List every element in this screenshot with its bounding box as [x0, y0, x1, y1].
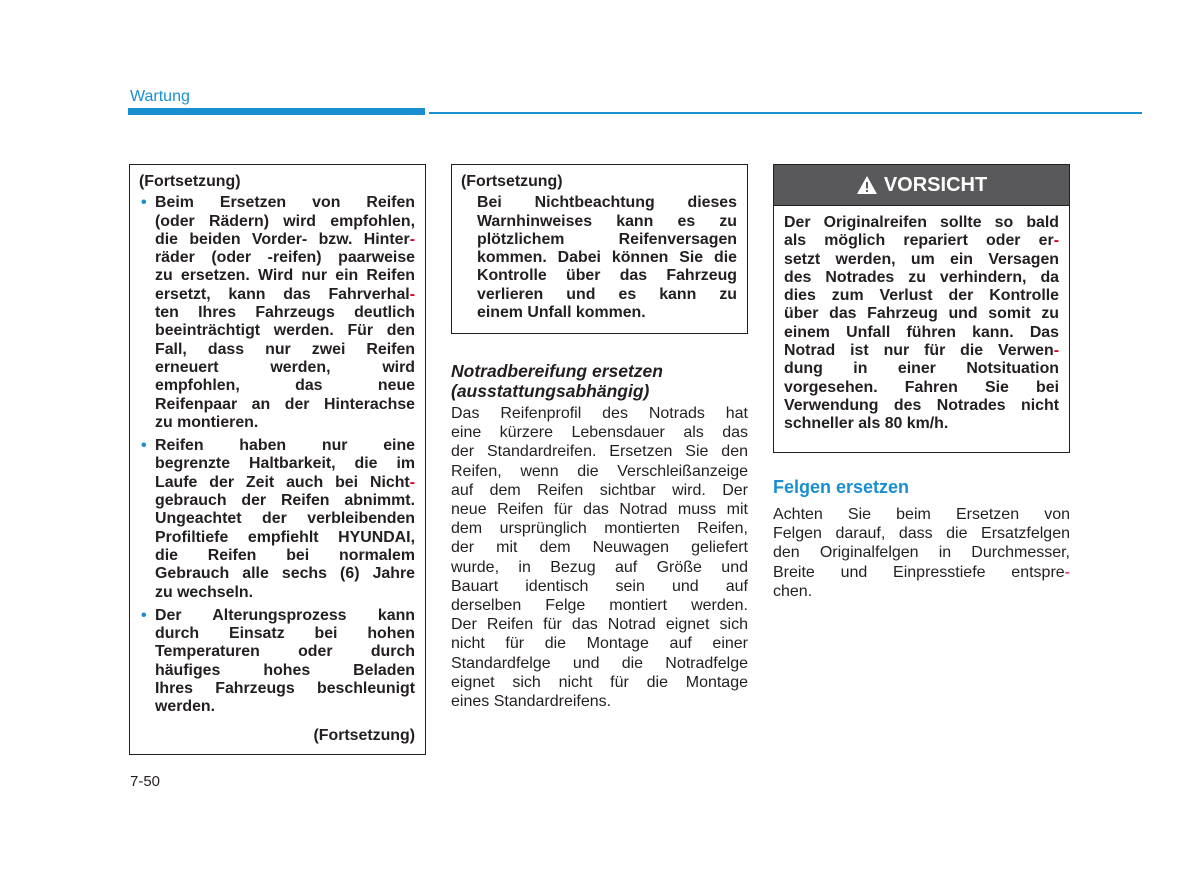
- caution-text: [774, 206, 1069, 434]
- line-text: Breite und Einpresstiefe entspre: [773, 563, 1065, 581]
- continuation-box-middle: [451, 164, 748, 334]
- line: plötzlichem Reifenversagen: [477, 230, 737, 248]
- line: • Der Alterungsprozess kann: [155, 606, 415, 624]
- rims-heading: Felgen ersetzen: [773, 477, 910, 497]
- line: des Notrades zu verhindern, da: [784, 268, 1059, 286]
- line: durch Einsatz bei hohen: [155, 625, 415, 643]
- caution-title: VORSICHT: [883, 173, 988, 196]
- line: Reifen, wenn die Verschleißanzeige: [451, 462, 748, 480]
- line: derselben Felge montiert werden.: [451, 597, 748, 615]
- line: ten Ihres Fahrzeugs deutlich: [155, 304, 415, 322]
- line: Kontrolle über das Fahrzeug: [477, 267, 737, 285]
- line: wurde, in Bezug auf Größe und: [451, 558, 748, 576]
- line: zu wechseln.: [155, 583, 254, 601]
- line: Ihres Fahrzeugs beschleunigt: [155, 680, 415, 698]
- line: (ausstattungsabhängig): [451, 381, 650, 401]
- continuation-box-left: [129, 164, 426, 755]
- line: Bei Nichtbeachtung dieses: [477, 194, 737, 212]
- line: einem Unfall führen kann. Das: [784, 323, 1059, 341]
- line: • Beim Ersetzen von Reifen: [155, 194, 415, 212]
- line: den Originalfelgen in Durchmesser,: [773, 544, 1070, 562]
- line-text: Laufe der Zeit auch bei Nicht: [155, 473, 410, 491]
- line: [155, 231, 415, 249]
- hyphen: -: [1064, 563, 1070, 581]
- line: zu ersetzen. Wird nur ein Reifen: [155, 267, 415, 285]
- line: setzt werden, um ein Versagen: [784, 250, 1059, 268]
- line: Verwendung des Notrades nicht: [784, 396, 1059, 414]
- line: eines Standardreifens.: [451, 693, 612, 711]
- line-text: ersetzt, kann das Fahrverhal: [155, 285, 410, 303]
- line: eine kürzere Lebensdauer als das: [451, 424, 748, 442]
- line: Fall, dass nur zwei Reifen: [155, 340, 415, 358]
- section-title: Wartung: [130, 88, 190, 105]
- warning-continuation-text: [461, 194, 737, 322]
- line: räder (oder -reifen) paarweise: [155, 249, 415, 267]
- line: Ungeachtet der verbleibenden: [155, 510, 415, 528]
- line: häufiges hohes Beladen: [155, 661, 415, 679]
- line: Temperaturen oder durch: [155, 643, 415, 661]
- line: Notradbereifung ersetzen: [451, 361, 663, 381]
- spare-tire-subheading: [451, 361, 751, 401]
- line: empfohlen, das neue: [155, 377, 415, 395]
- line: [773, 563, 1070, 582]
- line: verlieren und es kann zu: [477, 285, 737, 303]
- line: (oder Rädern) wird empfohlen,: [155, 212, 415, 230]
- hyphen: -: [1053, 342, 1059, 360]
- line: Der Reifen für das Notrad eignet sich: [451, 616, 748, 634]
- line: Das Reifenprofil des Notrads hat: [451, 405, 748, 422]
- line: nicht für die Montage auf einer: [451, 635, 748, 653]
- line: Standardfelge und die Notradfelge: [451, 654, 748, 672]
- line: [155, 286, 415, 304]
- line: werden.: [155, 698, 216, 716]
- bullet-list: [139, 194, 415, 716]
- line-text: als möglich repariert oder er: [784, 232, 1054, 250]
- caution-box: [773, 164, 1070, 453]
- bullet-item: [139, 607, 415, 717]
- line: Reifenpaar an der Hinterachse: [155, 395, 415, 413]
- page-number: 7-50: [130, 773, 161, 790]
- warning-triangle-icon: [856, 175, 878, 195]
- line: der mit dem Neuwagen geliefert: [451, 539, 748, 557]
- line: auf dem Reifen sichtbar wird. Der: [451, 481, 748, 499]
- line: beeinträchtigt werden. Für den: [155, 322, 415, 340]
- line: [784, 342, 1059, 360]
- line: vorgesehen. Fahren Sie bei: [784, 378, 1059, 396]
- line: [784, 232, 1059, 250]
- rims-paragraph: [773, 505, 1070, 601]
- line-text: die beiden Vorder- bzw. Hinter: [155, 230, 410, 248]
- line: der Standardreifen. Ersetzen Sie den: [451, 443, 748, 461]
- bullet-item: [139, 194, 415, 432]
- line: Achten Sie beim Ersetzen von: [773, 506, 1070, 523]
- line: eignet sich nicht für die Montage: [451, 673, 748, 691]
- header-rule-thin: [429, 112, 1142, 114]
- line: Felgen darauf, dass die Ersatzfelgen: [773, 525, 1070, 543]
- continued-label-bottom: (Fortsetzung): [313, 726, 415, 744]
- line: [155, 474, 415, 492]
- line-text: Notrad ist nur für die Verwen: [784, 342, 1054, 360]
- line: Warnhinweises kann es zu: [477, 212, 737, 230]
- line: dung in einer Notsituation: [784, 360, 1059, 378]
- line: chen.: [773, 582, 813, 600]
- line: kommen. Dabei können Sie die: [477, 249, 737, 267]
- line: erneuert werden, wird: [155, 358, 415, 376]
- continued-label-top: (Fortsetzung): [139, 173, 241, 190]
- continued-label: (Fortsetzung): [461, 173, 563, 190]
- line: Der Originalreifen sollte so bald: [784, 214, 1059, 231]
- bullet-item: [139, 437, 415, 602]
- hyphen: -: [409, 285, 415, 303]
- hyphen: -: [409, 473, 415, 491]
- line: Profiltiefe empfiehlt HYUNDAI,: [155, 528, 415, 546]
- line: über das Fahrzeug und somit zu: [784, 305, 1059, 323]
- caution-header: [774, 165, 1069, 206]
- spare-tire-paragraph: [451, 404, 748, 711]
- line: Bauart identisch sein und auf: [451, 577, 748, 595]
- line: • Reifen haben nur eine: [155, 437, 415, 455]
- hyphen: -: [1053, 232, 1059, 250]
- line: dem ursprünglich montierten Reifen,: [451, 520, 748, 538]
- hyphen: -: [409, 230, 415, 248]
- line: die Reifen bei normalem: [155, 546, 415, 564]
- line: begrenzte Haltbarkeit, die im: [155, 455, 415, 473]
- line: einem Unfall kommen.: [477, 304, 646, 322]
- line: Gebrauch alle sechs (6) Jahre: [155, 565, 415, 583]
- line: dies zum Verlust der Kontrolle: [784, 287, 1059, 305]
- line: zu montieren.: [155, 413, 259, 431]
- line: schneller als 80 km/h.: [784, 415, 949, 433]
- line: gebrauch der Reifen abnimmt.: [155, 492, 415, 510]
- line: neue Reifen für das Notrad muss mit: [451, 501, 748, 519]
- header-rule-thick: [128, 108, 425, 115]
